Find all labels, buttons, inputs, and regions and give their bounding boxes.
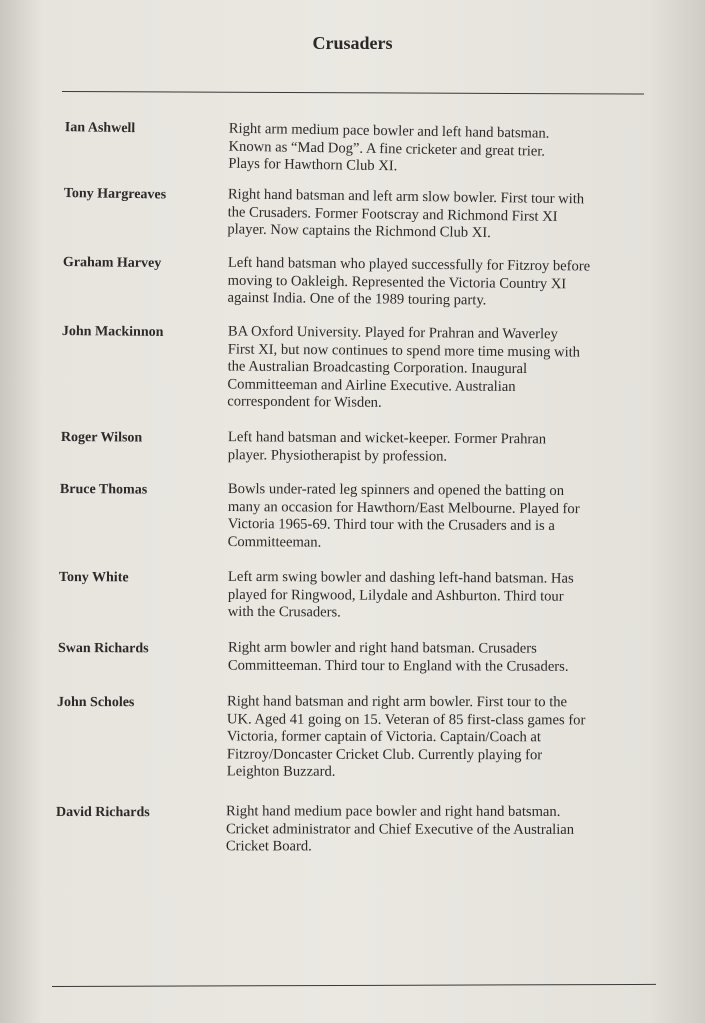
- description-line: UK. Aged 41 going on 15. Veteran of 85 first-class games for: [226, 711, 586, 728]
- player-name: John Mackinnon: [61, 324, 164, 340]
- player-name: Bruce Thomas: [59, 481, 148, 498]
- description-line: many an occasion for Hawthorn/East Melbourne. Played for: [227, 498, 580, 517]
- description-line: player. Physiotherapist by profession.: [227, 446, 448, 465]
- page-title: Crusaders: [312, 33, 393, 53]
- description-line: Cricket administrator and Chief Executive of the Australian: [225, 820, 575, 838]
- player-description: [228, 640, 648, 677]
- player-entry: [0, 117, 705, 175]
- player-name: Graham Harvey: [62, 255, 162, 272]
- player-name: David Richards: [55, 804, 150, 821]
- description-line: the Crusaders. Former Footscray and Richmond First XI: [227, 203, 558, 225]
- description-line: Right hand batsman and right arm bowler. First tour to the: [226, 693, 568, 711]
- description-line: moving to Oakleigh. Represented the Victoria Country XI: [227, 272, 567, 292]
- player-name: Tony White: [58, 569, 129, 586]
- description-line: Right arm medium pace bowler and left hand batsman.: [228, 120, 550, 142]
- player-description: [227, 323, 648, 415]
- player-name: Tony Hargreaves: [63, 186, 167, 203]
- description-line: Leighton Buzzard.: [226, 763, 336, 781]
- player-description: [228, 429, 648, 467]
- description-line: Committeeman.: [227, 533, 322, 551]
- description-line: Known as “Mad Dog”. A fine cricketer and great trier.: [228, 138, 546, 160]
- description-line: Right arm bowler and right hand batsman. Crusaders: [227, 639, 537, 657]
- description-line: player. Now captains the Richmond Club XI.: [227, 221, 491, 242]
- player-entry: [0, 803, 705, 855]
- player-name: John Scholes: [56, 694, 135, 711]
- player-description: [226, 803, 646, 857]
- description-line: against India. One of the 1989 touring party.: [227, 289, 487, 309]
- top-rule: [62, 91, 644, 95]
- player-description: [227, 693, 647, 782]
- description-line: BA Oxford University. Played for Prahran and Waverley: [227, 323, 558, 343]
- player-description: [227, 186, 648, 245]
- player-entry: [0, 480, 705, 551]
- description-line: Plays for Hawthorn Club XI.: [228, 155, 398, 175]
- player-entry: [0, 428, 705, 465]
- description-line: Committeeman and Airline Executive. Australian: [227, 376, 516, 395]
- bottom-rule: [52, 984, 656, 987]
- description-line: Left arm swing bowler and dashing left-hand batsman. Has: [227, 568, 574, 587]
- player-entry: [0, 252, 705, 309]
- player-entry: [0, 639, 705, 675]
- player-entry: [0, 568, 705, 621]
- description-line: played for Ringwood, Lilydale and Ashburton. Third tour: [227, 586, 564, 605]
- description-line: Right hand batsman and left arm slow bowler. First tour with: [227, 186, 585, 208]
- description-line: with the Crusaders.: [227, 604, 341, 621]
- player-description: [228, 481, 648, 554]
- description-line: Cricket Board.: [225, 838, 312, 855]
- player-entry: [0, 693, 705, 781]
- description-line: Left hand batsman and wicket-keeper. Former Prahran: [227, 429, 547, 448]
- player-entry: [0, 183, 705, 242]
- description-line: Fitzroy/Doncaster Cricket Club. Currently playing for: [226, 746, 543, 764]
- player-description: [228, 121, 649, 180]
- description-line: Right hand medium pace bowler and right hand batsman.: [225, 803, 561, 820]
- player-description: [227, 255, 648, 312]
- description-line: Victoria 1965-69. Third tour with the Crusaders and is a: [227, 516, 555, 535]
- description-line: Committeeman. Third tour to England with the Crusaders.: [227, 657, 569, 675]
- description-line: Victoria, former captain of Victoria. Captain/Coach at: [226, 728, 541, 746]
- description-line: correspondent for Wisden.: [227, 393, 382, 412]
- description-line: Bowls under-rated leg spinners and opened the batting on: [227, 481, 565, 500]
- description-line: the Australian Broadcasting Corporation. Inaugural: [227, 358, 528, 378]
- player-description: [228, 569, 648, 624]
- player-name: Roger Wilson: [60, 430, 143, 446]
- player-entry: [0, 321, 705, 412]
- player-name: Swan Richards: [57, 640, 149, 657]
- player-name: Ian Ashwell: [64, 120, 136, 137]
- description-line: Left hand batsman who played successfully for Fitzroy before: [227, 254, 591, 275]
- description-line: First XI, but now continues to spend more time musing with: [227, 341, 581, 361]
